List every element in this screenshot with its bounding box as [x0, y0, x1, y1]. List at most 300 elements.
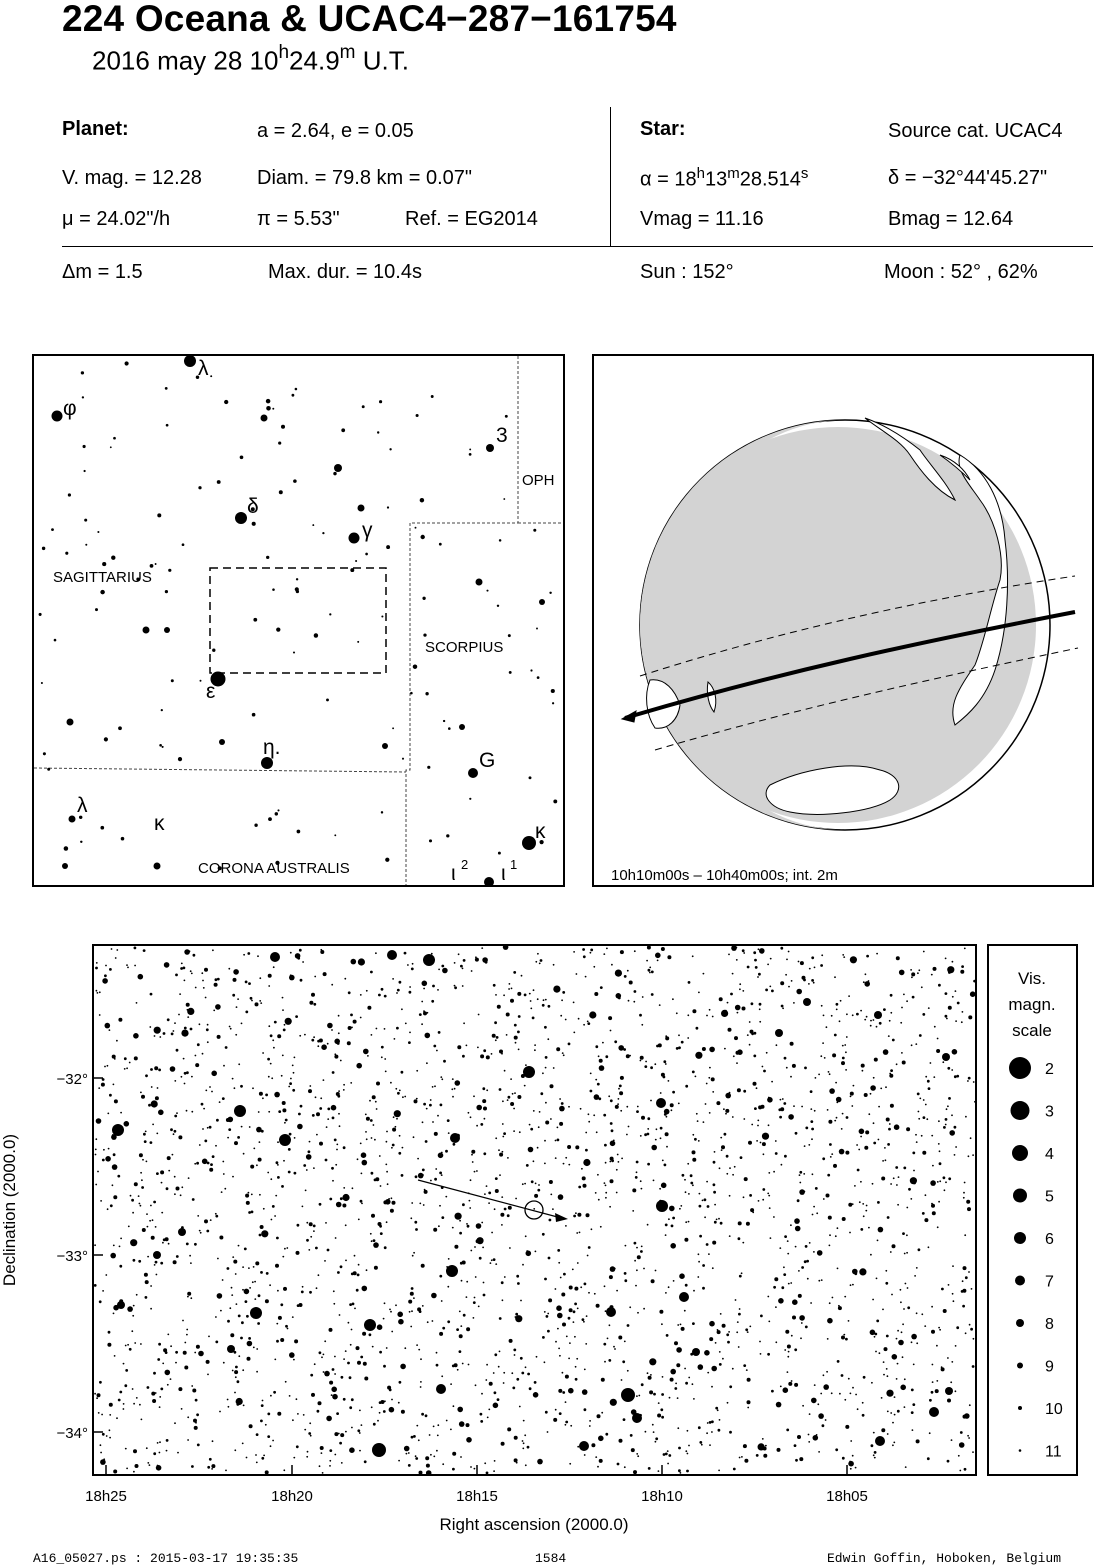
constellation-star	[62, 863, 68, 869]
field-star	[358, 958, 365, 965]
field-star	[871, 1444, 874, 1447]
field-star	[775, 1306, 777, 1308]
field-star	[425, 1456, 429, 1460]
field-star	[688, 1377, 690, 1379]
field-star	[499, 1088, 502, 1091]
constellation-star	[341, 428, 345, 432]
field-star	[885, 1159, 887, 1161]
field-star	[270, 1178, 272, 1180]
field-star	[882, 1160, 884, 1162]
field-star	[363, 1049, 369, 1055]
field-star	[497, 1005, 501, 1009]
field-star	[476, 1239, 480, 1243]
constellation-star	[155, 563, 157, 565]
field-star	[549, 1180, 553, 1184]
field-star	[665, 1132, 669, 1136]
field-star	[795, 1246, 797, 1248]
field-star	[854, 1272, 857, 1275]
field-star	[533, 1208, 535, 1210]
field-star	[128, 1226, 130, 1228]
field-star	[921, 1313, 923, 1315]
field-star	[661, 947, 665, 951]
field-star	[99, 1381, 102, 1384]
field-star	[483, 1152, 486, 1155]
field-star	[167, 1156, 171, 1160]
field-star	[575, 1366, 577, 1368]
field-star	[373, 1239, 376, 1242]
field-star	[896, 1338, 898, 1340]
field-star	[201, 1103, 204, 1106]
field-star	[535, 1183, 537, 1185]
field-star	[166, 1439, 169, 1442]
field-star	[452, 1096, 454, 1098]
field-star	[412, 1255, 414, 1257]
field-star	[481, 1393, 483, 1395]
field-star	[340, 1197, 343, 1200]
legend-star-dot	[1014, 1232, 1026, 1244]
field-star	[648, 969, 651, 972]
field-star	[273, 1047, 275, 1049]
field-star	[972, 1154, 974, 1156]
field-star	[919, 1034, 922, 1037]
field-star	[430, 1099, 432, 1101]
field-star	[119, 1391, 122, 1394]
field-star	[871, 1382, 873, 1384]
field-star	[829, 1245, 831, 1247]
field-star	[797, 1199, 800, 1202]
field-star	[669, 1206, 675, 1212]
field-star	[688, 1193, 690, 1195]
field-star	[735, 1005, 741, 1011]
field-star	[589, 1011, 596, 1018]
field-star	[534, 1044, 536, 1046]
field-star	[614, 1348, 616, 1350]
field-star	[437, 989, 439, 991]
field-star	[381, 1056, 383, 1058]
field-star	[273, 966, 275, 968]
field-star	[276, 1237, 279, 1240]
field-star	[848, 1320, 850, 1322]
field-star	[732, 1174, 734, 1176]
field-star	[491, 1053, 493, 1055]
field-star	[408, 1464, 411, 1467]
field-star	[134, 965, 136, 967]
field-star	[420, 1381, 422, 1383]
field-star	[334, 1356, 336, 1358]
field-star	[694, 1138, 697, 1141]
field-star	[227, 1267, 230, 1270]
field-star	[133, 1305, 135, 1307]
y-tick-label: −33°	[56, 1248, 88, 1265]
field-star	[677, 1324, 679, 1326]
field-star	[850, 1284, 852, 1286]
field-star	[629, 1306, 631, 1308]
field-star	[179, 993, 181, 995]
field-star	[114, 1355, 116, 1357]
field-star	[757, 1125, 759, 1127]
field-star	[931, 974, 933, 976]
field-star	[818, 1451, 820, 1453]
field-star	[568, 1388, 574, 1394]
field-star	[969, 1324, 971, 1326]
field-star	[334, 1055, 338, 1059]
field-star	[735, 1299, 737, 1301]
field-star	[653, 1393, 656, 1396]
field-star	[598, 1055, 600, 1057]
field-star	[575, 1378, 578, 1381]
field-star	[640, 1180, 642, 1182]
field-star	[184, 1342, 186, 1344]
field-star	[475, 1276, 477, 1278]
field-star	[880, 1088, 882, 1090]
field-star	[105, 1023, 111, 1029]
field-star	[434, 1085, 436, 1087]
label-iota1: ι	[501, 862, 506, 885]
field-star	[357, 1429, 360, 1432]
field-star	[846, 1013, 848, 1015]
field-star	[967, 1207, 971, 1211]
field-star	[306, 1239, 309, 1242]
field-star	[506, 1013, 510, 1017]
constellation-star	[150, 564, 154, 568]
star-ra-h: h	[696, 165, 705, 182]
field-star	[134, 1342, 136, 1344]
field-star	[729, 1235, 731, 1237]
field-star	[529, 993, 531, 995]
field-star	[288, 1171, 291, 1174]
field-star	[845, 1338, 848, 1341]
field-star	[401, 1071, 404, 1074]
field-star	[751, 1002, 754, 1005]
field-star	[870, 1020, 872, 1022]
field-star	[698, 1140, 700, 1142]
field-star	[522, 1448, 524, 1450]
field-star	[313, 1225, 316, 1228]
field-star	[852, 1387, 854, 1389]
field-star	[345, 1224, 347, 1226]
constellation-star	[268, 817, 272, 821]
field-star	[699, 1193, 701, 1195]
field-star	[938, 1143, 940, 1145]
field-star	[896, 1184, 898, 1186]
field-star	[292, 1316, 294, 1318]
field-star	[827, 1109, 829, 1111]
field-star	[441, 1216, 444, 1219]
field-star	[220, 1310, 222, 1312]
field-star	[439, 1332, 443, 1336]
constellation-star	[469, 798, 471, 800]
field-star	[487, 1417, 489, 1419]
field-star	[922, 1212, 925, 1215]
field-star	[634, 1242, 637, 1245]
field-star	[703, 1121, 705, 1123]
field-star	[954, 1126, 957, 1129]
field-star	[102, 1290, 104, 1292]
field-star	[906, 1252, 908, 1254]
field-star	[167, 1018, 170, 1021]
field-star	[727, 1002, 729, 1004]
field-star	[714, 1221, 717, 1224]
constellation-star	[503, 498, 505, 500]
field-star	[425, 1033, 431, 1039]
field-star	[918, 969, 920, 971]
field-star	[711, 1420, 714, 1423]
field-star	[858, 1149, 860, 1151]
field-star	[126, 964, 128, 966]
field-star	[515, 1316, 517, 1318]
field-star	[380, 1232, 383, 1235]
field-star	[603, 953, 605, 955]
constellation-star	[427, 766, 430, 769]
field-star	[197, 1215, 199, 1217]
field-star	[293, 1072, 295, 1074]
field-star	[610, 1099, 613, 1102]
field-star	[890, 1012, 892, 1014]
field-star	[143, 949, 146, 952]
field-star	[828, 1071, 830, 1073]
field-star	[646, 960, 648, 962]
field-star	[874, 1333, 877, 1336]
field-star	[596, 1131, 598, 1133]
field-star	[415, 1455, 417, 1457]
field-star	[448, 1132, 450, 1134]
field-star	[415, 1457, 418, 1460]
constellation-star	[529, 776, 532, 779]
field-star	[780, 1386, 782, 1388]
field-star	[862, 1414, 865, 1417]
field-star	[294, 1057, 296, 1059]
field-star	[513, 1349, 516, 1352]
field-star	[923, 1099, 925, 1101]
field-star	[426, 1470, 432, 1476]
constellation-star	[157, 513, 161, 517]
field-star	[415, 1228, 418, 1231]
field-star	[159, 1406, 161, 1408]
field-star	[568, 1043, 571, 1046]
field-star	[230, 1333, 234, 1337]
field-star	[493, 984, 496, 987]
star-dec: δ = −32°44'45.27"	[888, 167, 1048, 189]
field-star	[170, 1066, 176, 1072]
field-star	[499, 1153, 503, 1157]
field-star	[811, 979, 814, 982]
field-star	[747, 966, 750, 969]
field-star	[319, 1107, 322, 1110]
field-star	[440, 1104, 443, 1107]
field-star	[890, 1183, 892, 1185]
constellation-star	[357, 641, 359, 643]
field-star	[309, 1141, 311, 1143]
field-star	[881, 1177, 885, 1181]
field-star	[912, 1152, 915, 1155]
field-star	[894, 1396, 896, 1398]
constellation-star	[85, 544, 87, 546]
field-star	[845, 1425, 849, 1429]
field-star	[408, 1452, 410, 1454]
field-star	[509, 1247, 511, 1249]
field-star	[718, 1429, 721, 1432]
field-star	[409, 1032, 411, 1034]
field-star	[270, 1445, 272, 1447]
field-star	[812, 1214, 814, 1216]
field-star	[641, 1246, 643, 1248]
field-star	[545, 1411, 548, 1414]
field-star	[798, 1270, 800, 1272]
field-star	[317, 1410, 320, 1413]
field-star	[503, 994, 505, 996]
field-star	[663, 1076, 666, 1079]
field-star	[272, 1205, 275, 1208]
field-star	[558, 1389, 562, 1393]
field-star	[729, 1431, 732, 1434]
field-star	[519, 1406, 521, 1408]
field-star	[200, 1232, 202, 1234]
field-star	[627, 1370, 629, 1372]
field-star	[805, 1127, 808, 1130]
field-star	[473, 1301, 476, 1304]
field-star	[842, 1457, 845, 1460]
field-star	[818, 1413, 824, 1419]
field-star	[217, 1258, 219, 1260]
field-star	[508, 1096, 511, 1099]
field-star	[486, 1089, 488, 1091]
field-star	[481, 1222, 483, 1224]
field-star	[189, 950, 191, 952]
field-star	[459, 1350, 462, 1353]
field-star	[441, 1078, 443, 1080]
field-star	[502, 1100, 504, 1102]
field-star	[259, 977, 261, 979]
field-star	[391, 1399, 393, 1401]
field-star	[324, 1260, 326, 1262]
field-star	[845, 1051, 847, 1053]
field-star	[704, 1198, 707, 1201]
field-star	[791, 980, 793, 982]
field-star	[206, 1028, 209, 1031]
field-star	[116, 1040, 118, 1042]
field-star	[359, 1410, 361, 1412]
field-star	[958, 1455, 960, 1457]
field-star	[187, 1009, 189, 1011]
field-star	[187, 1439, 189, 1441]
planet-motion: μ = 24.02"/h	[62, 208, 171, 230]
field-star	[695, 1076, 697, 1078]
field-star	[506, 1034, 508, 1036]
field-star	[865, 973, 867, 975]
field-star	[621, 1158, 623, 1160]
field-star	[800, 961, 804, 965]
field-star	[557, 1249, 560, 1252]
label-g: G	[479, 749, 496, 772]
field-star	[272, 1440, 274, 1442]
field-star	[471, 970, 473, 972]
constellation-star	[42, 547, 45, 550]
field-star	[792, 1299, 798, 1305]
field-star	[100, 1200, 102, 1202]
field-star	[612, 1309, 614, 1311]
field-star	[873, 1019, 875, 1021]
field-star	[207, 1162, 210, 1165]
field-star	[229, 1026, 231, 1028]
field-star	[637, 1255, 641, 1259]
field-star	[339, 1442, 342, 1445]
field-star	[136, 1397, 138, 1399]
field-star	[237, 1380, 240, 1383]
field-star	[321, 1044, 327, 1050]
field-star	[775, 1029, 783, 1037]
field-star	[848, 1378, 850, 1380]
field-star	[210, 1219, 212, 1221]
field-star	[574, 1303, 577, 1306]
field-star	[928, 1246, 930, 1248]
field-star	[696, 1113, 698, 1115]
field-star	[595, 1456, 597, 1458]
field-star	[692, 1071, 695, 1074]
field-star	[378, 994, 381, 997]
field-star	[702, 1047, 706, 1051]
field-star	[508, 988, 510, 990]
magnitude-legend	[988, 945, 1077, 1475]
field-star	[597, 1414, 601, 1418]
field-star	[822, 1424, 825, 1427]
field-star	[215, 1341, 218, 1344]
field-star	[617, 1463, 620, 1466]
field-star	[249, 1287, 251, 1289]
field-star	[349, 1376, 352, 1379]
field-star	[794, 1383, 798, 1387]
field-star	[329, 1465, 331, 1467]
field-star	[99, 1300, 102, 1303]
constellation-star	[431, 395, 434, 398]
constellation-star	[110, 446, 112, 448]
field-star	[778, 1298, 784, 1304]
field-star	[418, 1349, 420, 1351]
field-star	[599, 1059, 603, 1063]
field-star	[370, 1119, 373, 1122]
field-star	[215, 1004, 221, 1010]
field-star	[181, 1030, 188, 1037]
field-star	[195, 1055, 197, 1057]
field-star	[956, 1075, 959, 1078]
field-star	[174, 1115, 177, 1118]
field-star	[822, 1157, 825, 1160]
constellation-star	[508, 634, 511, 637]
field-star	[223, 1362, 225, 1364]
field-star	[114, 1099, 118, 1103]
field-star	[153, 1251, 161, 1259]
field-star	[251, 1000, 253, 1002]
field-star	[470, 1179, 472, 1181]
field-star	[856, 1013, 859, 1016]
field-star	[922, 1151, 926, 1155]
field-star	[113, 1195, 117, 1199]
field-star	[211, 1071, 217, 1077]
field-star	[510, 1078, 512, 1080]
constellation-star	[420, 498, 424, 502]
field-star	[657, 960, 659, 962]
field-star	[452, 1078, 454, 1080]
field-star	[707, 1422, 709, 1424]
field-star	[873, 1454, 875, 1456]
field-star	[587, 1021, 589, 1023]
field-star	[712, 1016, 714, 1018]
field-star	[668, 1286, 670, 1288]
field-star	[420, 1358, 422, 1360]
field-star	[537, 998, 539, 1000]
field-star	[624, 975, 627, 978]
field-star	[426, 1464, 430, 1468]
field-star	[226, 1118, 230, 1122]
